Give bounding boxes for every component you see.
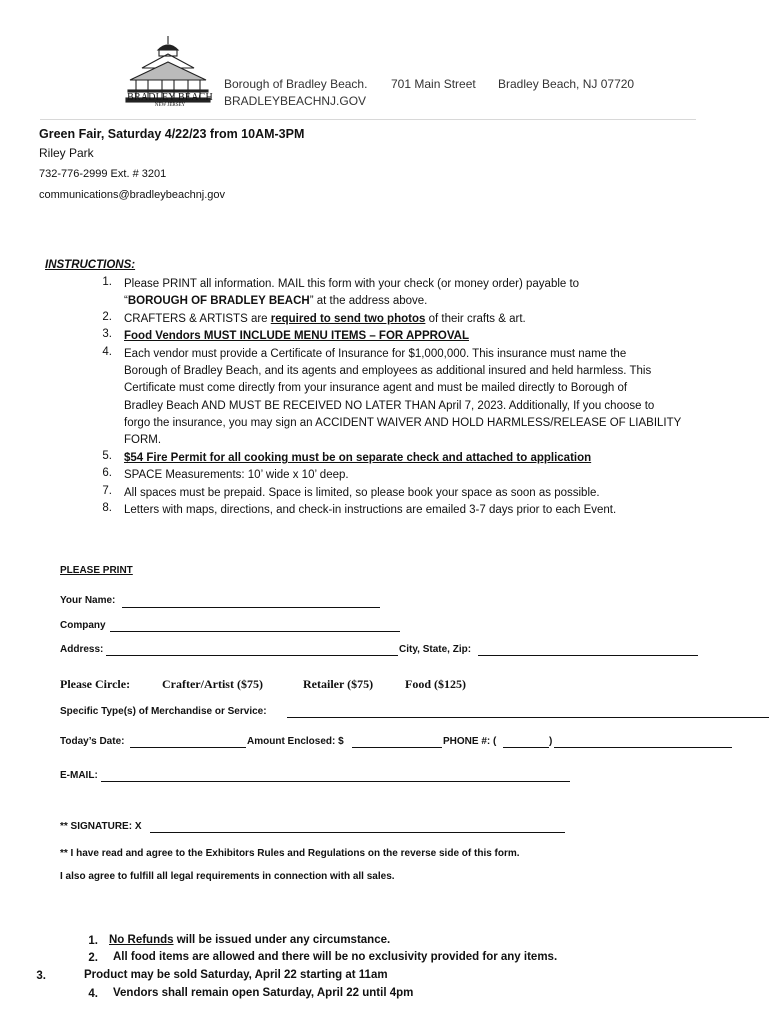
rule-2-number: 2. bbox=[88, 952, 98, 964]
instruction-2-rest: of their crafts & art. bbox=[425, 313, 526, 325]
rule-3: Product may be sold Saturday, April 22 starting at 11am bbox=[84, 969, 388, 981]
event-phone: 732-776-2999 Ext. # 3201 bbox=[39, 168, 167, 180]
instruction-2-number: 2. bbox=[102, 311, 112, 323]
instruction-4-line-2: Borough of Bradley Beach, and its agents and employees as additional insured and held harmless. This bbox=[124, 365, 652, 377]
address-label: Address: bbox=[60, 644, 104, 655]
no-refunds: No Refunds bbox=[109, 934, 174, 946]
city-state-zip-label: City, State, Zip: bbox=[399, 644, 472, 655]
rule-1-number: 1. bbox=[88, 935, 98, 947]
instruction-4-number: 4. bbox=[102, 346, 112, 358]
street-address: 701 Main Street bbox=[391, 77, 476, 91]
website: BRADLEYBEACHNJ.GOV bbox=[224, 94, 367, 108]
logo-subtitle: NEW JERSEY bbox=[154, 103, 186, 108]
instruction-7-number: 7. bbox=[102, 485, 112, 497]
instruction-8: Letters with maps, directions, and check-in instructions are emailed 3-7 days prior to each Event. bbox=[124, 504, 617, 516]
your-name-label: Your Name: bbox=[60, 595, 116, 606]
instruction-1-number: 1. bbox=[102, 276, 112, 288]
merchandise-label: Specific Type(s) of Merchandise or Service: bbox=[60, 706, 267, 717]
email-label: E-MAIL: bbox=[60, 770, 98, 781]
instructions-heading: INSTRUCTIONS: bbox=[45, 259, 136, 271]
instruction-4-line-3: Certificate must come directly from your insurance agent and must be mailed directly to Borough of bbox=[124, 382, 628, 394]
company-label: Company bbox=[60, 620, 106, 631]
rule-4: Vendors shall remain open Saturday, April 22 until 4pm bbox=[113, 987, 414, 999]
rule-3-number: 3. bbox=[36, 970, 46, 982]
phone-label: PHONE #: ( bbox=[443, 736, 497, 747]
please-circle-label: Please Circle: bbox=[60, 677, 131, 691]
phone-number-field[interactable] bbox=[554, 747, 732, 748]
signature-label: ** SIGNATURE: X bbox=[60, 821, 142, 832]
phone-area-code-field[interactable] bbox=[503, 747, 549, 748]
option-crafter-artist[interactable]: Crafter/Artist ($75) bbox=[162, 677, 263, 691]
option-food[interactable]: Food ($125) bbox=[405, 677, 466, 691]
amount-enclosed-field[interactable] bbox=[352, 747, 442, 748]
todays-date-label: Today’s Date: bbox=[60, 736, 125, 747]
phone-paren-close: ) bbox=[549, 736, 553, 747]
event-title: Green Fair, Saturday 4/22/23 from 10AM-3PM bbox=[39, 127, 305, 141]
rule-4-number: 4. bbox=[88, 988, 98, 1000]
please-print-heading: PLEASE PRINT bbox=[60, 565, 133, 576]
instruction-8-number: 8. bbox=[102, 502, 112, 514]
rule-1-rest: will be issued under any circumstance. bbox=[173, 934, 391, 946]
instruction-7: All spaces must be prepaid. Space is limited, so please book your space as soon as possible. bbox=[124, 487, 600, 499]
event-location: Riley Park bbox=[39, 146, 94, 160]
option-retailer[interactable]: Retailer ($75) bbox=[303, 677, 374, 691]
instruction-6-number: 6. bbox=[102, 467, 112, 479]
rule-1 bbox=[109, 932, 390, 949]
agreement-line-2: I also agree to fulfill all legal requirements in connection with all sales. bbox=[60, 871, 395, 882]
company-field[interactable] bbox=[110, 631, 400, 632]
rule-2: All food items are allowed and there will be no exclusivity provided for any items. bbox=[113, 951, 558, 963]
instruction-4-line-5: forgo the insurance, you may sign an ACCIDENT WAIVER AND HOLD HARMLESS/RELEASE OF LIABILITY bbox=[124, 417, 682, 429]
header-divider bbox=[40, 119, 696, 120]
your-name-field[interactable] bbox=[122, 607, 380, 608]
instruction-4-line-6: FORM. bbox=[124, 434, 162, 446]
payee: BOROUGH OF BRADLEY BEACH bbox=[127, 295, 310, 307]
amount-enclosed-label: Amount Enclosed: $ bbox=[247, 736, 344, 747]
instruction-1-line-1: Please PRINT all information. MAIL this form with your check (or money order) payable to bbox=[124, 278, 580, 290]
city-address: Bradley Beach, NJ 07720 bbox=[498, 77, 635, 91]
address-field[interactable] bbox=[106, 655, 398, 656]
instruction-5-number: 5. bbox=[102, 450, 112, 462]
photos-requirement: required to send two photos bbox=[270, 313, 426, 325]
instruction-2-start: CRAFTERS & ARTISTS are bbox=[124, 313, 271, 325]
instruction-5: $54 Fire Permit for all cooking must be on separate check and attached to application bbox=[124, 452, 592, 464]
merchandise-field[interactable] bbox=[287, 717, 769, 718]
instruction-6: SPACE Measurements: 10’ wide x 10’ deep. bbox=[124, 469, 349, 481]
instruction-4-line-1: Each vendor must provide a Certificate of Insurance for $1,000,000. This insurance must name the bbox=[124, 348, 627, 360]
todays-date-field[interactable] bbox=[130, 747, 246, 748]
event-email: communications@bradleybeachnj.gov bbox=[39, 189, 226, 201]
signature-field[interactable] bbox=[150, 832, 565, 833]
quote-open: “ bbox=[124, 295, 128, 307]
city-state-zip-field[interactable] bbox=[478, 655, 698, 656]
instruction-1-line-2 bbox=[124, 293, 427, 310]
instruction-3: Food Vendors MUST INCLUDE MENU ITEMS – FOR APPROVAL bbox=[124, 330, 470, 342]
borough-name: Borough of Bradley Beach. bbox=[224, 77, 368, 91]
email-field[interactable] bbox=[101, 781, 570, 782]
logo-name: BRADLEY BEACH bbox=[127, 92, 213, 103]
instruction-2 bbox=[124, 311, 526, 328]
agreement-line-1: ** I have read and agree to the Exhibitors Rules and Regulations on the reverse side of this form. bbox=[60, 848, 520, 859]
instruction-1-rest: ” at the address above. bbox=[309, 295, 428, 307]
instruction-4-line-4: Bradley Beach AND MUST BE RECEIVED NO LATER THAN April 7, 2023. Additionally, If you choose to bbox=[124, 400, 655, 412]
instruction-3-number: 3. bbox=[102, 328, 112, 340]
